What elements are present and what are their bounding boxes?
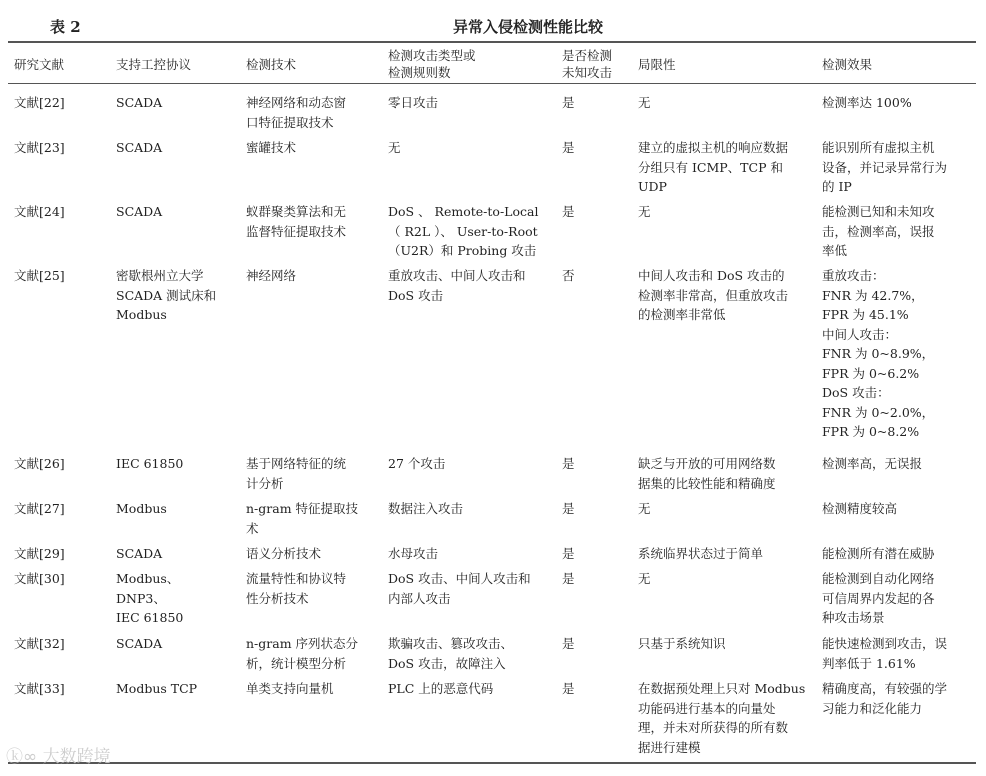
- table-cell: 检测精度较高: [822, 501, 898, 516]
- table-cell: 无: [638, 204, 651, 219]
- table-cell: 蚁群聚类算法和无 监督特征提取技术: [246, 204, 347, 239]
- table-cell: 是: [562, 501, 575, 516]
- table-cell: 零日攻击: [388, 95, 439, 110]
- table-cell: 无: [638, 571, 651, 586]
- table-cell: 是: [562, 204, 575, 219]
- table-cell: SCADA: [116, 636, 163, 651]
- table-cell: 是: [562, 95, 575, 110]
- table-cell: DoS 、 Remote-to-Local （ R2L ）、 User-to-Root （U2R）和 Probing 攻击: [388, 204, 539, 258]
- table-cell: 是: [562, 571, 575, 586]
- table-cell: 文献[29]: [14, 546, 65, 561]
- table-cell: 系统临界状态过于简单: [638, 546, 764, 561]
- column-header: 支持工控协议: [116, 57, 192, 72]
- top-rule: [8, 41, 976, 43]
- table-cell: 能检测所有潜在威胁: [822, 546, 935, 561]
- table-cell: 能快速检测到攻击，误 判率低于 1.61%: [822, 636, 948, 671]
- table-cell: 蜜罐技术: [246, 140, 297, 155]
- column-header: 研究文献: [14, 57, 65, 72]
- table-cell: 基于网络特征的统 计分析: [246, 456, 347, 491]
- table-cell: 无: [388, 140, 401, 155]
- table-cell: 建立的虚拟主机的响应数据 分组只有 ICMP、TCP 和 UDP: [638, 140, 789, 194]
- table-cell: 中间人攻击和 DoS 攻击的 检测率非常高，但重放攻击 的检测率非常低: [638, 268, 789, 322]
- table-cell: 是: [562, 681, 575, 696]
- table-cell: Modbus、 DNP3、 IEC 61850: [116, 571, 184, 625]
- table-cell: 文献[22]: [14, 95, 65, 110]
- table-cell: SCADA: [116, 546, 163, 561]
- table-cell: 单类支持向量机: [246, 681, 334, 696]
- table-cell: 是: [562, 456, 575, 471]
- column-header: 是否检测 未知攻击: [562, 48, 613, 80]
- table-cell: 是: [562, 546, 575, 561]
- table-cell: 无: [638, 501, 651, 516]
- table-cell: SCADA: [116, 204, 163, 219]
- table-cell: 在数据预处理上只对 Modbus 功能码进行基本的向量处 理，并未对所获得的所有数 据进行建模: [638, 681, 806, 755]
- table-cell: 精确度高，有较强的学 习能力和泛化能力: [822, 681, 948, 716]
- column-header: 检测技术: [246, 57, 297, 72]
- table-cell: 文献[25]: [14, 268, 65, 283]
- table-cell: 缺乏与开放的可用网络数 据集的比较性能和精确度: [638, 456, 776, 491]
- table-cell: 水母攻击: [388, 546, 439, 561]
- table-cell: 文献[24]: [14, 204, 65, 219]
- table-cell: n-gram 序列状态分 析，统计模型分析: [246, 636, 359, 671]
- table-cell: 神经网络: [246, 268, 297, 283]
- table-cell: 文献[23]: [14, 140, 65, 155]
- table-cell: 文献[27]: [14, 501, 65, 516]
- table-cell: SCADA: [116, 95, 163, 110]
- table-cell: Modbus: [116, 501, 167, 516]
- table-cell: 只基于系统知识: [638, 636, 726, 651]
- table-cell: IEC 61850: [116, 456, 184, 471]
- table-cell: 流量特性和协议特 性分析技术: [246, 571, 347, 606]
- table-cell: 无: [638, 95, 651, 110]
- table-label: 表 2: [50, 18, 81, 36]
- table-cell: 语义分析技术: [246, 546, 322, 561]
- table-title: 异常入侵检测性能比较: [452, 18, 603, 36]
- bottom-rule: [8, 762, 976, 764]
- table-cell: 文献[26]: [14, 456, 65, 471]
- table-cell: 文献[32]: [14, 636, 65, 651]
- watermark-text: 大数跨境: [42, 747, 111, 767]
- table-cell: 数据注入攻击: [388, 501, 464, 516]
- table-cell: 27 个攻击: [388, 456, 446, 471]
- column-header: 检测效果: [822, 57, 873, 72]
- table-cell: Modbus TCP: [116, 681, 198, 696]
- table-cell: PLC 上的恶意代码: [388, 681, 494, 696]
- table-cell: DoS 攻击、中间人攻击和 内部人攻击: [388, 571, 531, 606]
- table-cell: 欺骗攻击、篡改攻击、 DoS 攻击，故障注入: [388, 636, 514, 671]
- table-cell: 是: [562, 140, 575, 155]
- table-cell: SCADA: [116, 140, 163, 155]
- header-rule: [8, 83, 976, 84]
- table-cell: 检测率达 100%: [822, 95, 912, 110]
- table-cell: n-gram 特征提取技 术: [246, 501, 359, 536]
- column-header: 局限性: [638, 57, 676, 72]
- table-cell: 否: [562, 268, 575, 283]
- table-cell: 密歇根州立大学 SCADA 测试床和 Modbus: [116, 268, 217, 322]
- table-cell: 是: [562, 636, 575, 651]
- table-cell: 能检测已知和未知攻 击，检测率高，误报 率低: [822, 204, 935, 258]
- watermark-logo: ⓚ∞ 大数跨境: [6, 747, 111, 767]
- table-cell: 重放攻击、中间人攻击和 DoS 攻击: [388, 268, 526, 303]
- table-cell: 检测率高，无误报: [822, 456, 923, 471]
- table-cell: 重放攻击： FNR 为 42.7%， FPR 为 45.1% 中间人攻击： FNR 为 0~8.9%， FPR 为 0~6.2% DoS 攻击： FNR 为 0~2.0%， FPR 为 0~8.2%: [822, 268, 935, 439]
- table-cell: 文献[33]: [14, 681, 65, 696]
- table-cell: 文献[30]: [14, 571, 65, 586]
- table-cell: 能检测到自动化网络 可信周界内发起的各 种攻击场景: [822, 571, 935, 625]
- table-cell: 能识别所有虚拟主机 设备，并记录异常行为 的 IP: [822, 140, 948, 194]
- table-cell: 神经网络和动态窗 口特征提取技术: [246, 95, 347, 130]
- column-header: 检测攻击类型或 检测规则数: [388, 48, 476, 80]
